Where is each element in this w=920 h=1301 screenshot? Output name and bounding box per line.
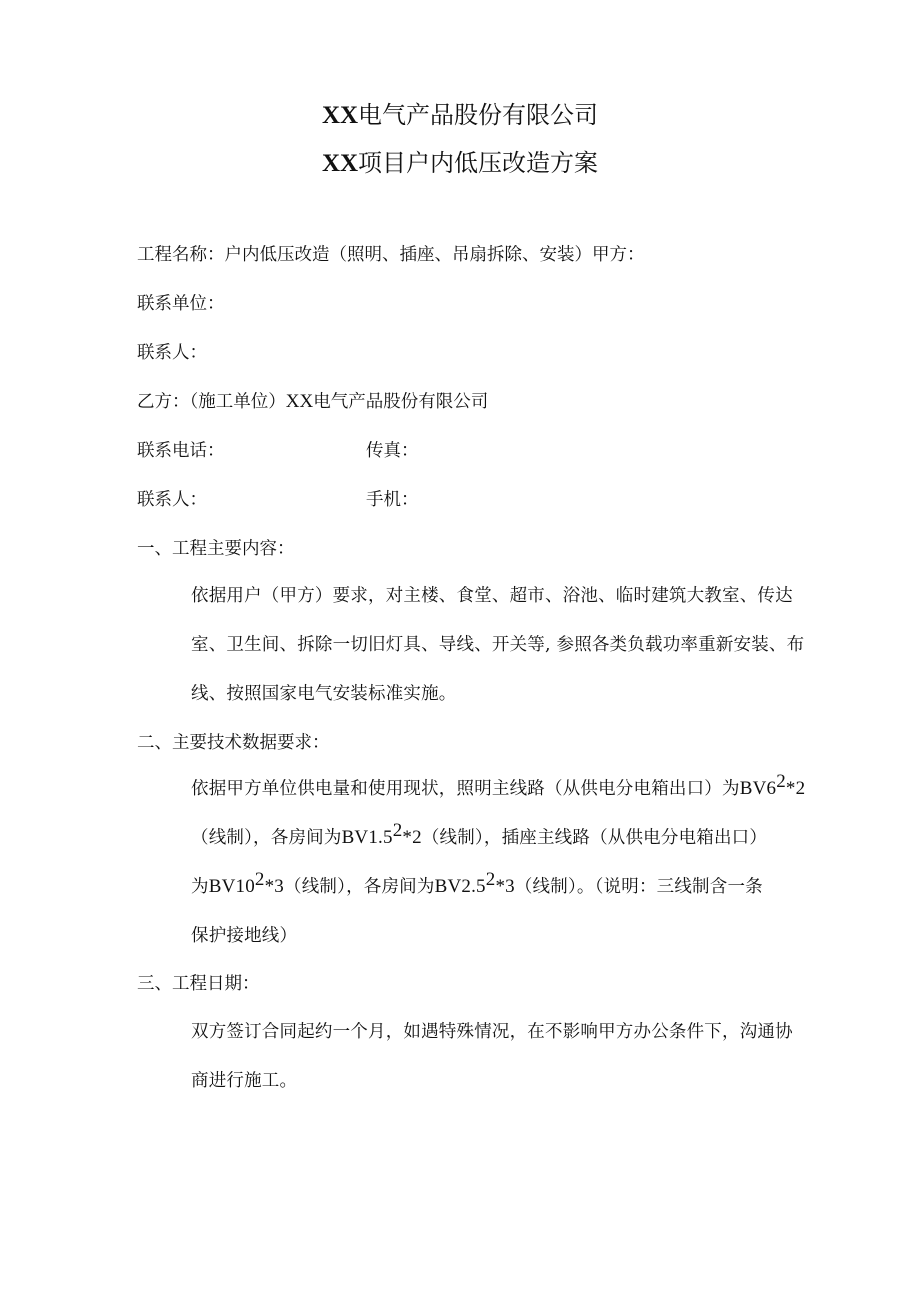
section-3-line-2: 商进行施工。 [191,1071,298,1091]
section-2-line-2-text-a: （线制），各房间为 [191,828,342,848]
project-title-text: 项目户内低压改造方案 [358,149,599,177]
wire-spec-bv10: BV10 [208,876,255,897]
section-1-line-3: 线、按照国家电气安装标准实施。 [191,684,457,704]
section-2-line-3-text-c: （线制）。（说明：三线制含一条 [514,877,763,897]
section-2-line-1 [191,771,881,801]
section-2-line-3-text-a: 为 [191,877,209,897]
section-3-heading: 三、工程日期： [137,974,260,994]
party-b-company-prefix: XX [285,391,314,412]
wire-spec-bv10-count: *3 [264,876,285,897]
wire-spec-bv1-5-count: *2 [402,827,422,848]
wire-spec-bv1-5-sup: 2 [392,820,403,841]
company-title-prefix: XX [321,102,359,129]
contact-person-a-line: 联系人： [137,343,207,363]
party-b-suffix: 电气产品股份有限公司 [313,392,489,412]
project-title-prefix: XX [321,150,359,177]
company-title-text: 电气产品股份有限公司 [358,101,599,129]
section-2-line-4: 保护接地线） [191,926,298,946]
section-2-heading: 二、主要技术数据要求： [137,733,330,753]
section-1-heading: 一、工程主要内容： [137,539,295,559]
section-1-line-1: 依据用户（甲方）要求，对主楼、食堂、超市、浴池、临时建筑大教室、传达 [191,586,793,606]
project-name-line: 工程名称：户内低压改造（照明、插座、吊扇拆除、安装）甲方： [137,245,645,265]
section-2-line-3 [191,869,881,899]
wire-spec-bv2-5: BV2.5 [434,876,486,897]
contact-person-b-line: 联系人： [137,490,207,510]
fax-label: 传真： [366,441,419,461]
wire-spec-bv6: BV6 [739,778,777,799]
wire-spec-bv10-sup: 2 [254,869,265,890]
section-2-line-2 [191,820,881,850]
wire-spec-bv2-5-sup: 2 [485,869,496,890]
project-title [0,147,920,180]
section-1-line-2: 室、卫生间、拆除一切旧灯具、导线、开关等, 参照各类负载功率重新安装、布 [191,635,805,655]
wire-spec-bv1-5: BV1.5 [341,827,393,848]
wire-spec-bv6-count: *2 [785,778,806,799]
section-3-line-1: 双方签订合同起约一个月，如遇特殊情况，在不影响甲方办公条件下，沟通协 [191,1022,793,1042]
contact-unit-line: 联系单位： [137,294,225,314]
phone-label: 联系电话： [137,441,225,461]
section-2-line-2-text-b: （线制），插座主线路（从供电分电箱出口） [421,828,768,848]
mobile-label: 手机： [366,490,419,510]
wire-spec-bv2-5-count: *3 [495,876,515,897]
party-b-prefix: 乙方：（施工单位） [137,392,286,412]
section-2-line-1-text: 依据甲方单位供电量和使用现状，照明主线路（从供电分电箱出口）为 [191,779,740,799]
party-b-line [137,390,488,414]
wire-spec-bv6-sup: 2 [776,771,786,792]
company-title [0,99,920,132]
section-2-line-3-text-b: （线制），各房间为 [284,877,435,897]
